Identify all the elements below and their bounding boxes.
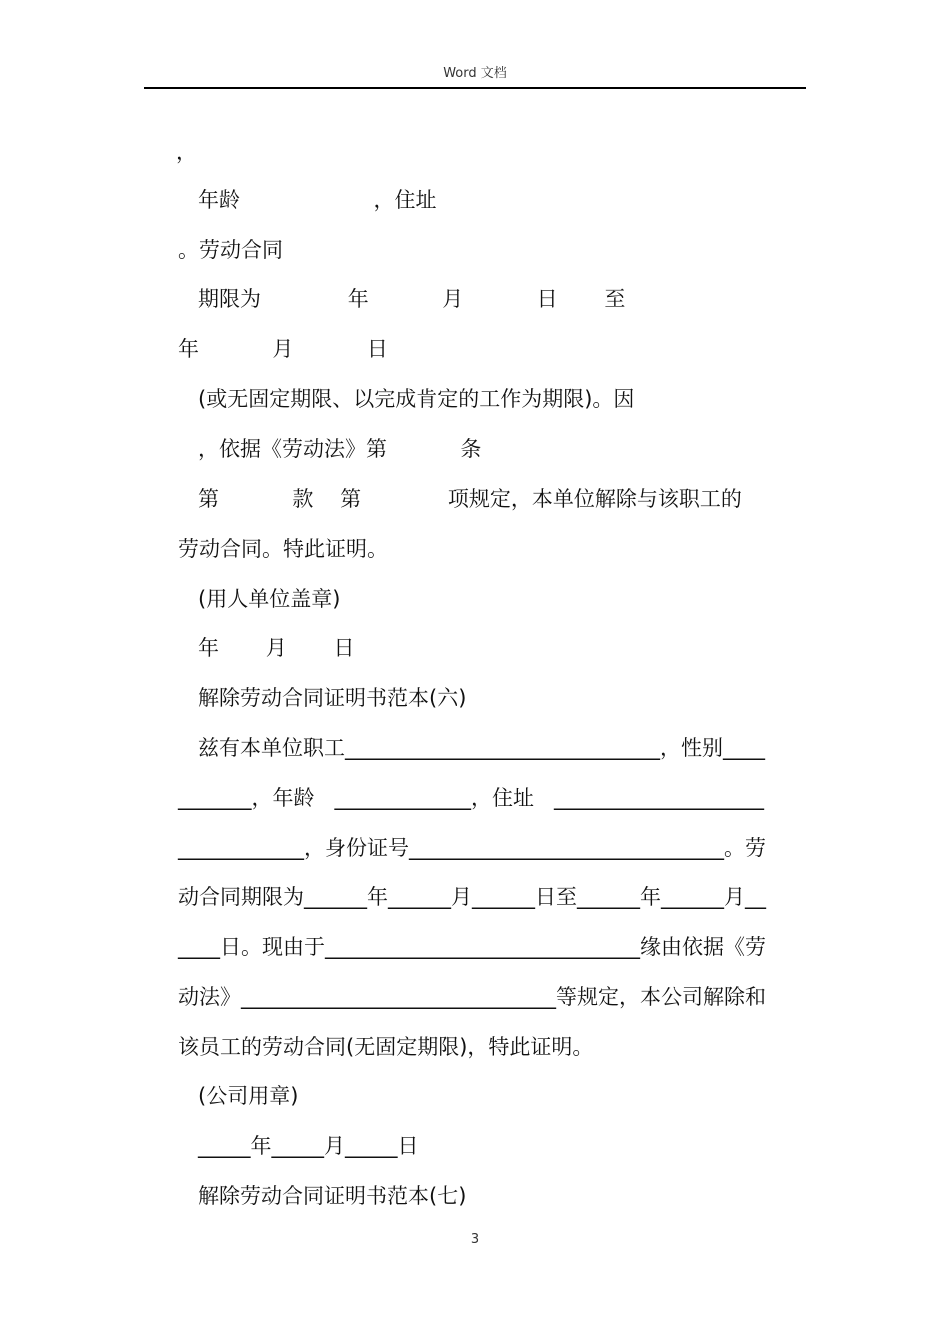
text-line: 年龄 ，住址 xyxy=(198,188,437,212)
text-line: 年 月 日 xyxy=(198,636,355,660)
text-line: 年 月 日 xyxy=(178,337,388,361)
text-line: 劳动合同。特此证明。 xyxy=(178,537,388,561)
text-line: (用人单位盖章) xyxy=(198,587,341,611)
text-line: (公司用章) xyxy=(198,1084,299,1108)
text-line: ， xyxy=(176,140,197,164)
text-line: 兹有本单位职工______________________________，性别____ xyxy=(198,736,765,760)
text-line: ，依据《劳动法》第 条 xyxy=(198,437,482,461)
text-line: _______，年龄 _____________，住址 ____________________ xyxy=(178,786,765,810)
header-rule xyxy=(144,87,806,89)
text-line: 动法》______________________________等规定，本公司解除和 xyxy=(178,985,766,1009)
text-line: 期限为 年 月 日 至 xyxy=(198,287,626,311)
text-line: 。劳动合同 xyxy=(178,238,283,262)
page-header: Word 文档 xyxy=(443,66,507,81)
text-line: _____年_____月_____日 xyxy=(198,1134,419,1158)
text-line: 动合同期限为______年______月______日至______年______月__ xyxy=(178,885,766,909)
text-line: 该员工的劳动合同(无固定期限)，特此证明。 xyxy=(178,1035,594,1059)
text-line: 解除劳动合同证明书范本(七) xyxy=(198,1184,467,1208)
page-number: 3 xyxy=(470,1232,480,1247)
text-line: 第 款 第 项规定，本单位解除与该职工的 xyxy=(198,487,742,511)
text-line: (或无固定期限、以完成肯定的工作为期限)。因 xyxy=(198,387,635,411)
text-line: ____________，身份证号______________________________。劳 xyxy=(178,836,766,860)
text-line: 解除劳动合同证明书范本(六) xyxy=(198,686,467,710)
text-line: ____日。现由于______________________________缘由依据《劳 xyxy=(178,935,766,959)
